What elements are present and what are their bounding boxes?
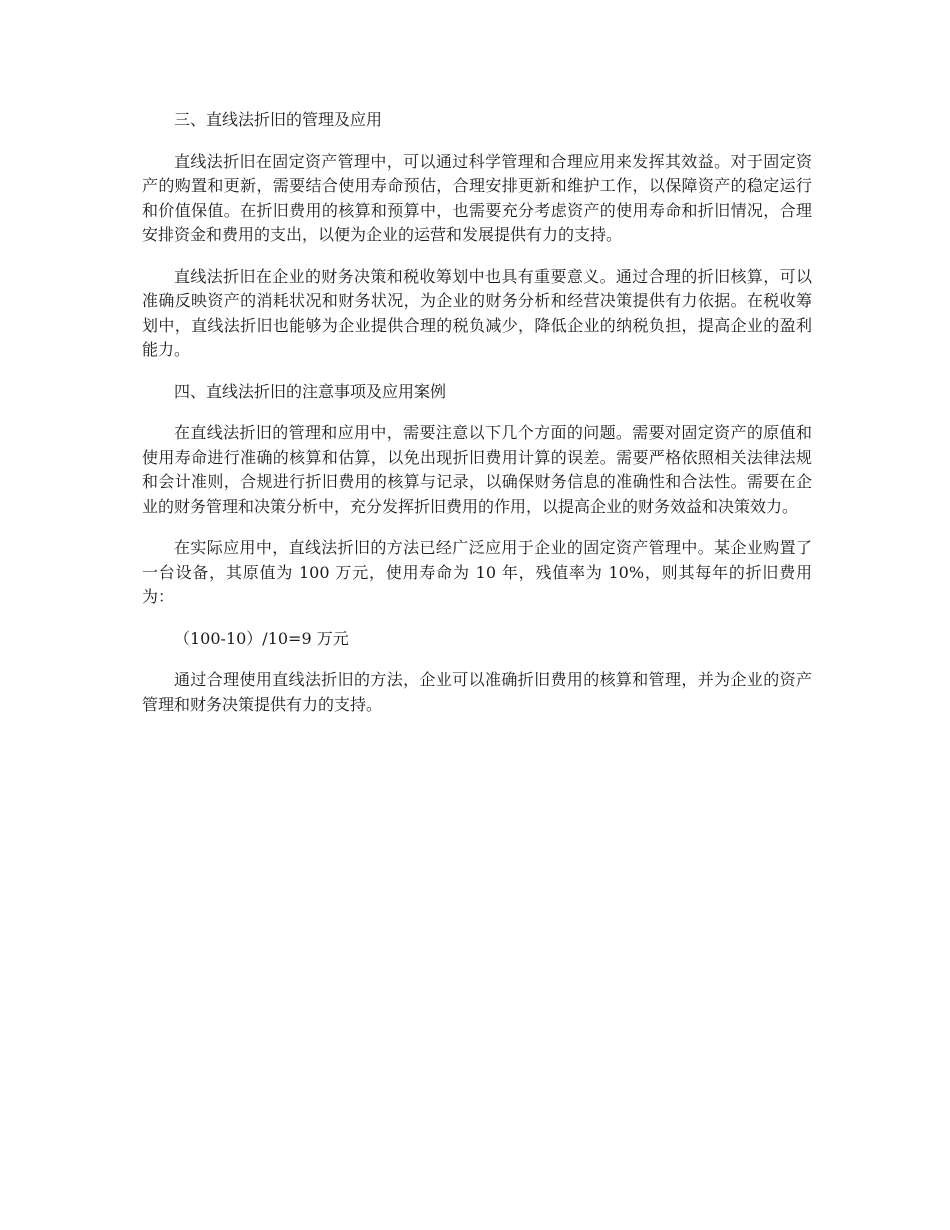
paragraph: 直线法折旧在固定资产管理中，可以通过科学管理和合理应用来发挥其效益。对于固定资产的购置和更新，需要结合使用寿命预估，合理安排更新和维护工作，以保障资产的稳定运行和价值保值。在折旧费用的核算和预算中，也需要充分考虑资产的使用寿命和折旧情况，合理安排资金和费用的支出，以便为企业的运营和发展提供有力的支持。	[142, 151, 812, 244]
paragraph: 通过合理使用直线法折旧的方法，企业可以准确折旧费用的核算和管理，并为企业的资产管理和财务决策提供有力的支持。	[142, 670, 812, 714]
paragraph: 直线法折旧在企业的财务决策和税收筹划中也具有重要意义。通过合理的折旧核算，可以准确反映资产的消耗状况和财务状况，为企业的财务分析和经营决策提供有力依据。在税收筹划中，直线法折旧也能够为企业提供合理的税负减少，降低企业的纳税负担，提高企业的盈利能力。	[142, 266, 812, 359]
section-heading-3: 三、直线法折旧的管理及应用	[174, 110, 383, 129]
document-page	[142, 108, 812, 734]
formula: （100-10）/10=9 万元	[174, 628, 349, 648]
section-heading-4: 四、直线法折旧的注意事项及应用案例	[174, 381, 447, 401]
paragraph: 在实际应用中，直线法折旧的方法已经广泛应用于企业的固定资产管理中。某企业购置了一台设备，其原值为 100 万元，使用寿命为 10 年，残值率为 10%，则其每年的折旧费用为：	[142, 538, 812, 606]
paragraph: 在直线法折旧的管理和应用中，需要注意以下几个方面的问题。需要对固定资产的原值和使用寿命进行准确的核算和估算，以免出现折旧费用计算的误差。需要严格依照相关法律法规和会计准则，合规进行折旧费用的核算与记录，以确保财务信息的准确性和合法性。需要在企业的财务管理和决策分析中，充分发挥折旧费用的作用，以提高企业的财务效益和决策效力。	[142, 423, 812, 516]
